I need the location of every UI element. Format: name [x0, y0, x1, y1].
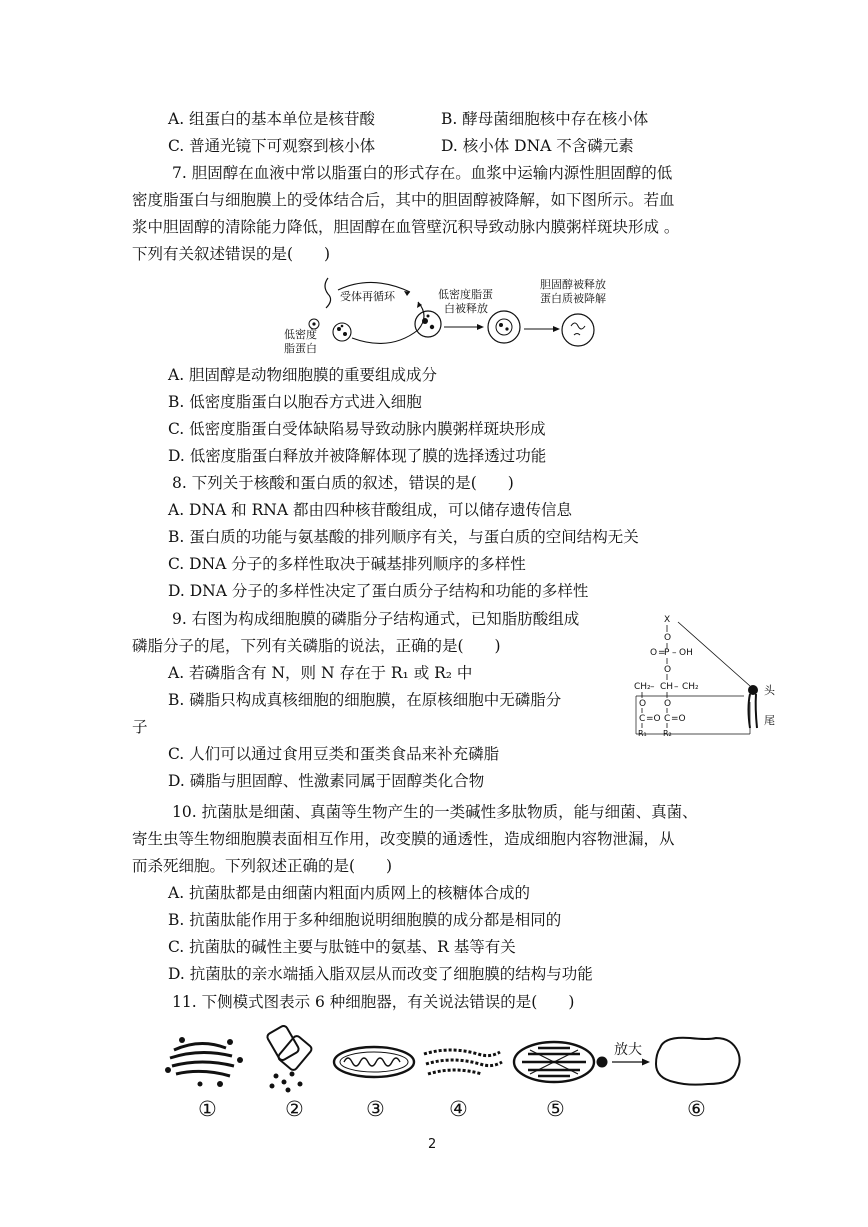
ldl-label-1: 低密度 [284, 328, 317, 341]
organelle-number-2: ② [285, 1097, 304, 1121]
organelles-figure [160, 1024, 760, 1096]
cholesterol-released-label: 胆固醇被释放 [540, 278, 606, 291]
q9-option-d: D. 磷脂与胆固醇、性激素同属于固醇类化合物 [168, 772, 485, 790]
q7-option-b: B. 低密度脂蛋白以胞吞方式进入细胞 [168, 393, 422, 411]
organelle-number-4: ④ [449, 1097, 468, 1121]
organelle-number-1: ① [198, 1097, 217, 1121]
label-o-left: O [650, 648, 658, 658]
q7-option-a: A. 胆固醇是动物细胞膜的重要组成成分 [168, 366, 438, 384]
q11-stem: 11. 下侧模式图表示 6 种细胞器，有关说法错误的是( ) [172, 993, 575, 1011]
label-ch: CH [660, 682, 674, 692]
q9-stem-line-1: 9. 右图为构成细胞膜的磷脂分子结构通式，已知脂肪酸组成 [172, 610, 580, 628]
label-r2: R₂ [663, 729, 672, 738]
q9-option-b-line-1: B. 磷脂只构成真核细胞的细胞膜，在原核细胞中无磷脂分 [168, 691, 562, 709]
q10-stem-line-2: 寄生虫等生物细胞膜表面相互作用，改变膜的通透性，造成细胞内容物泄漏，从 [132, 830, 675, 848]
q7-stem-line-3: 浆中胆固醇的清除能力降低，胆固醇在血管壁沉积导致动脉内膜粥样斑块形成 。 [132, 218, 680, 236]
q8-option-b: B. 蛋白质的功能与氨基酸的排列顺序有关，与蛋白质的空间结构无关 [168, 528, 639, 546]
svg-text:=O: =O [646, 714, 661, 724]
q7-option-c: C. 低密度脂蛋白受体缺陷易导致动脉内膜粥样斑块形成 [168, 420, 546, 438]
label-c-1: C [639, 714, 646, 724]
q9-option-c: C. 人们可以通过食用豆类和蛋类食品来补充磷脂 [168, 745, 500, 763]
chloroplast-icon [514, 1042, 594, 1082]
ribosome-icon [656, 1038, 740, 1085]
organelle-number-5: ⑤ [546, 1097, 565, 1121]
label-tail: 尾 [764, 714, 775, 727]
q6-option-d: D. 核小体 DNA 不含磷元素 [441, 137, 634, 155]
label-o-2: O [664, 699, 672, 709]
endoplasmic-reticulum-icon [424, 1050, 502, 1074]
q10-option-b: B. 抗菌肽能作用于多种细胞说明细胞膜的成分都是相同的 [168, 911, 562, 929]
q8-option-d: D. DNA 分子的多样性决定了蛋白质分子结构和功能的多样性 [168, 582, 589, 600]
q6-option-c: C. 普通光镜下可观察到核小体 [168, 137, 376, 155]
golgi-apparatus-icon [165, 1037, 243, 1087]
q9-stem-line-2: 磷脂分子的尾，下列有关磷脂的说法，正确的是( ) [132, 637, 501, 655]
mitochondrion-icon [334, 1047, 414, 1077]
ldl-endocytosis-figure [282, 272, 622, 360]
q7-stem-line-4: 下列有关叙述错误的是( ) [132, 245, 331, 263]
label-head: 头 [764, 684, 775, 697]
q9-option-a: A. 若磷脂含有 N，则 N 存在于 R₁ 或 R₂ 中 [168, 664, 473, 682]
q6-option-b: B. 酵母菌细胞核中存在核小体 [441, 110, 649, 128]
q7-option-d: D. 低密度脂蛋白释放并被降解体现了膜的选择透过功能 [168, 447, 547, 465]
label-o-1: O [639, 699, 647, 709]
q10-option-c: C. 抗菌肽的碱性主要与肽链中的氨基、R 基等有关 [168, 938, 516, 956]
label-oh: OH [679, 648, 693, 658]
q8-option-c: C. DNA 分子的多样性取决于碱基排列顺序的多样性 [168, 555, 526, 573]
magnify-label: 放大 [614, 1042, 642, 1058]
organelle-number-3: ③ [366, 1097, 385, 1121]
q10-stem-line-3: 而杀死细胞。下列叙述正确的是( ) [132, 857, 393, 875]
label-ch2-right: CH₂ [682, 682, 699, 692]
q6-option-a: A. 组蛋白的基本单位是核苷酸 [168, 110, 376, 128]
q8-option-a: A. DNA 和 RNA 都由四种核苷酸组成，可以储存遗传信息 [168, 501, 572, 519]
ldl-released-label-2: 白被释放 [444, 302, 488, 315]
q9-option-b-line-2: 子 [132, 718, 148, 736]
label-p: P [664, 648, 670, 658]
page-number: 2 [428, 1137, 437, 1152]
q7-stem-line-2: 密度脂蛋白与细胞膜上的受体结合后，其中的胆固醇被降解，如下图所示。若血 [132, 191, 675, 209]
centriole-icon [266, 1025, 313, 1093]
q10-stem-line-1: 10. 抗菌肽是细菌、真菌等生物产生的一类碱性多肽物质，能与细菌、真菌、 [172, 803, 698, 821]
ldl-label-2: 脂蛋白 [284, 342, 317, 355]
svg-text:–: – [674, 682, 679, 692]
label-o-top: O [664, 633, 672, 643]
svg-text:–: – [672, 648, 677, 658]
protein-degraded-label: 蛋白质被降解 [540, 292, 606, 305]
svg-text:=: = [658, 648, 666, 658]
organelle-number-6: ⑥ [687, 1097, 706, 1121]
q8-stem: 8. 下列关于核酸和蛋白质的叙述，错误的是( ) [172, 474, 514, 492]
label-r1: R₁ [638, 729, 647, 738]
svg-text:=O: =O [671, 714, 686, 724]
svg-text:–: – [650, 682, 655, 692]
label-ch2-left: CH₂ [634, 682, 651, 692]
ldl-released-label-1: 低密度脂蛋 [438, 288, 493, 301]
q7-stem-line-1: 7. 胆固醇在血液中常以脂蛋白的形式存在。血浆中运输内源性胆固醇的低 [172, 164, 673, 182]
phospholipid-figure [634, 612, 784, 738]
q10-option-d: D. 抗菌肽的亲水端插入脂双层从而改变了细胞膜的结构与功能 [168, 965, 593, 983]
label-o-mid: O [664, 665, 672, 675]
q10-option-a: A. 抗菌肽都是由细菌内粗面内质网上的核糖体合成的 [168, 884, 531, 902]
label-x: X [664, 615, 671, 625]
label-c-2: C [664, 714, 671, 724]
receptor-recycle-label: 受体再循环 [340, 290, 395, 303]
